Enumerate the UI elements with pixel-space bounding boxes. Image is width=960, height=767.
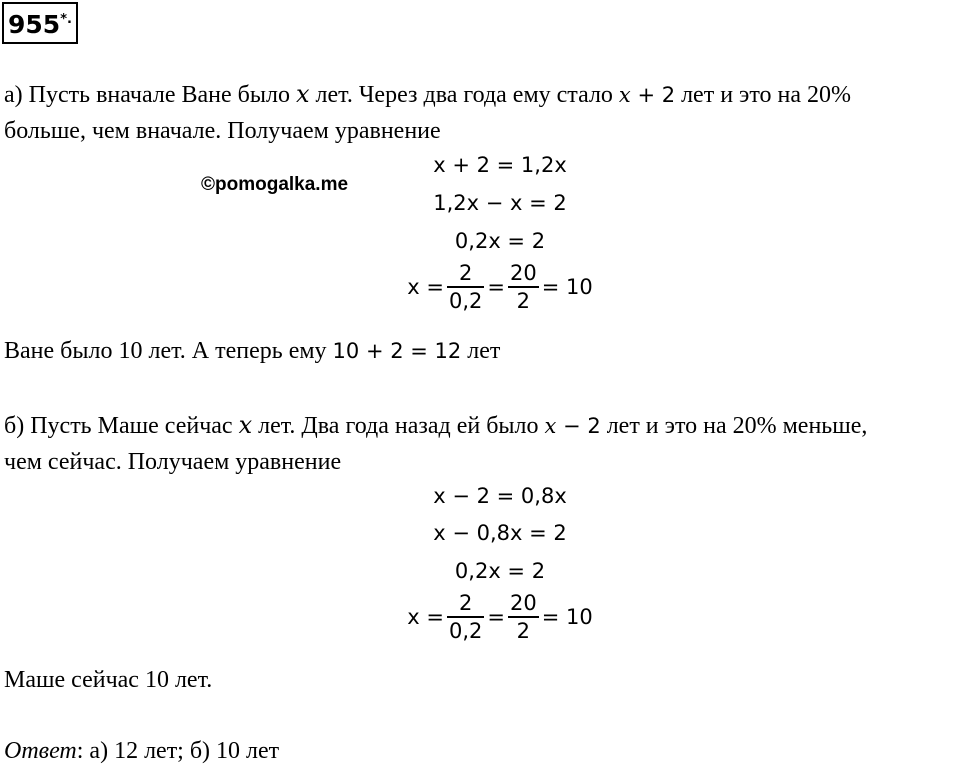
eq-right: = 10 [541,604,593,629]
fraction-numerator: 2 [458,261,473,285]
fraction-denominator: 2 [516,618,531,643]
variable-x: x [295,80,310,108]
eq-left: x = [407,274,444,299]
part-a-equation-4 [0,260,960,314]
part-a-equation-1: x + 2 = 1,2x [433,153,567,177]
watermark: ©pomogalka.me [201,174,349,195]
eq-mid: = [487,274,505,299]
part-a-result-text: Ване было 10 лет. А теперь ему [4,338,333,364]
part-b-result: Маше сейчас 10 лет. [4,667,213,693]
part-b-text: лет. Два года назад ей было [252,413,545,439]
part-a-line-1 [4,80,851,109]
problem-mark: *. [60,12,72,27]
part-b-expression: − 2 [556,414,601,438]
part-b-text: б) Пусть Маше сейчас [4,413,239,439]
problem-number [2,2,78,44]
fraction-denominator: 2 [516,288,531,313]
part-a-result-expression: 10 + 2 = 12 [332,339,462,363]
eq-mid: = [487,604,505,629]
variable-x: x [238,411,253,439]
part-a-line-2: больше, чем вначале. Получаем уравнение [4,118,441,144]
part-a-equation-3: 0,2x = 2 [454,229,546,253]
fraction-1 [447,260,484,314]
fraction-2 [508,260,539,314]
part-b-equation-3: 0,2x = 2 [454,559,546,583]
variable-x: x [618,83,631,107]
eq-left: x = [407,604,444,629]
part-b-equation-2: x − 0,8x = 2 [433,521,567,545]
answer-text: : а) 12 лет; б) 10 лет [76,738,280,764]
part-a-result [4,337,500,365]
fraction-denominator: 0,2 [448,618,483,643]
part-b-line-1 [4,411,867,440]
answer-label: Ответ [4,738,77,764]
fraction-numerator: 20 [509,591,537,615]
part-b-equation-4 [0,590,960,644]
fraction-2 [508,590,539,644]
eq-right: = 10 [541,274,593,299]
part-a-equation-2: 1,2x − x = 2 [433,191,567,215]
part-b-line-2: чем сейчас. Получаем уравнение [4,449,342,475]
part-a-text: лет и это на 20% [675,82,851,108]
fraction-numerator: 20 [509,261,537,285]
fraction-numerator: 2 [458,591,473,615]
part-a-result-text: лет [461,338,501,364]
problem-number-value: 955 [8,10,61,39]
part-a-text: лет. Через два года ему стало [309,82,619,108]
variable-x: x [544,414,557,438]
part-a-text: а) Пусть вначале Ване было [4,82,296,108]
part-b-equation-1: x − 2 = 0,8x [433,484,567,508]
answer-line [4,737,279,765]
fraction-1 [447,590,484,644]
part-b-text: лет и это на 20% меньше, [600,413,868,439]
part-a-expression: + 2 [630,83,676,107]
fraction-denominator: 0,2 [448,288,483,313]
